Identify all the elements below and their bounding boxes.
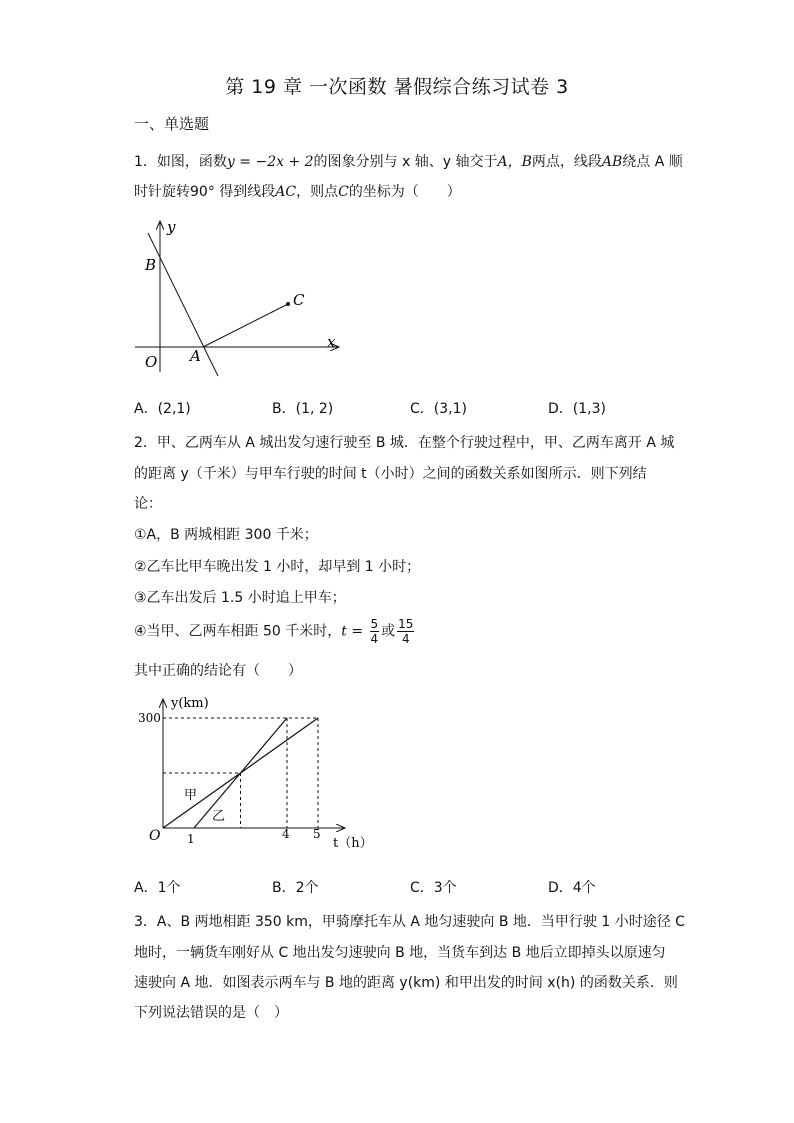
q1-text: 两点，线段 (531, 154, 602, 170)
q2-statement-4 (134, 618, 416, 645)
section-heading: 一、单选题 (134, 115, 210, 133)
q1-option-a[interactable]: A．(2,1) (134, 401, 191, 417)
frac-numerator: 5 (370, 617, 379, 631)
q1-point-c: C (338, 184, 349, 200)
q1-line-2 (134, 181, 461, 201)
q1-options (134, 398, 634, 418)
q2-statement-1: ①A，B 两城相距 300 千米； (134, 527, 318, 543)
q2-series-label-yi: 乙 (212, 809, 226, 824)
q2-statement-3: ③乙车出发后 1.5 小时追上甲车； (134, 590, 346, 606)
q1-option-b[interactable]: B．(1, 2) (272, 401, 334, 417)
q1-x-label: x (327, 333, 336, 351)
q2-s4-var: t = (341, 623, 364, 640)
q2-options (134, 877, 634, 897)
q2-statement-2: ②乙车比甲车晚出发 1 小时，却早到 1 小时； (134, 559, 421, 575)
q1-line-1 (134, 151, 683, 171)
q1-segment-ac: AC (275, 184, 297, 200)
q2-option-b[interactable]: B．2个 (272, 880, 319, 896)
q1-line-ab (148, 233, 218, 376)
q2-origin-label: O (149, 828, 161, 844)
q2-line-1: 2．甲、乙两车从 A 城出发匀速行驶至 B 城．在整个行驶过程中，甲、乙两车离开 A 城 (134, 435, 675, 451)
q1-text: 时针旋转90° 得到线段 (134, 184, 276, 200)
q2-x-tick-1: 1 (187, 832, 195, 846)
q1-point-c-dot (286, 302, 290, 306)
q1-option-d[interactable]: D．(1,3) (548, 401, 606, 417)
q2-line-3: 论： (134, 496, 162, 512)
q1-segment-ab: AB (601, 154, 623, 170)
q1-y-label: y (167, 218, 176, 236)
q3-line-3: 速驶向 A 地．如图表示两车与 B 地的距离 y(km) 和甲出发的时间 x(h) 的函数关系．则 (134, 975, 678, 991)
q2-y-axis-label: y(km) (171, 696, 209, 711)
q2-option-a[interactable]: A．1个 (134, 880, 181, 896)
frac-denominator: 4 (370, 632, 379, 646)
q1-origin-label: O (145, 353, 158, 371)
q1-option-c[interactable]: C．(3,1) (410, 401, 467, 417)
q3-line-2: 地时，一辆货车刚好从 C 地出发匀速驶向 B 地，当货车到达 B 地后立即掉头以原速匀 (134, 945, 666, 961)
q1-text: 1．如图，函数 (134, 154, 227, 170)
q1-segment-ac (203, 304, 288, 347)
q1-point-a-label: A (190, 347, 201, 365)
q2-question: 其中正确的结论有（ ） (134, 663, 302, 679)
q2-s4-text: ④当甲、乙两车相距 50 千米时， (134, 623, 342, 640)
fraction-15-4 (397, 618, 414, 645)
page-title: 第 19 章 一次函数 暑假综合练习试卷 3 (225, 76, 569, 98)
q1-formula: y = −2x + 2 (226, 154, 314, 170)
q2-option-d[interactable]: D．4个 (548, 880, 596, 896)
q2-line-2: 的距离 y（千米）与甲车行驶的时间 t（小时）之间的函数关系如图所示．则下列结 (134, 466, 647, 482)
q1-text: 绕点 A 顺 (622, 154, 683, 170)
q1-point-c-label: C (293, 291, 305, 309)
q1-points: A，B (497, 154, 532, 170)
q2-chart (130, 690, 375, 855)
q2-x-axis-label: t（h） (333, 836, 373, 851)
q1-text: 的图象分别与 x 轴、y 轴交于 (313, 154, 498, 170)
q3-line-1: 3．A、B 两地相距 350 km，甲骑摩托车从 A 地匀速驶向 B 地．当甲行驶 1 小时途径 C (134, 914, 685, 930)
fraction-5-4 (370, 618, 380, 645)
q1-point-b-label: B (145, 256, 157, 274)
q1-text: ，则点 (296, 184, 339, 200)
frac-numerator: 15 (398, 617, 414, 631)
frac-denominator: 4 (401, 632, 410, 646)
q2-x-tick-4: 4 (282, 827, 290, 841)
q2-series-label-jia: 甲 (184, 788, 198, 803)
q2-y-tick-300: 300 (138, 711, 161, 725)
q3-line-4: 下列说法错误的是（ ） (134, 1005, 288, 1021)
q2-option-c[interactable]: C．3个 (410, 880, 457, 896)
q2-s4-or: 或 (381, 623, 396, 640)
q2-x-tick-5: 5 (313, 827, 321, 841)
q1-figure (130, 212, 350, 382)
q1-text: 的坐标为（ ） (348, 184, 461, 200)
